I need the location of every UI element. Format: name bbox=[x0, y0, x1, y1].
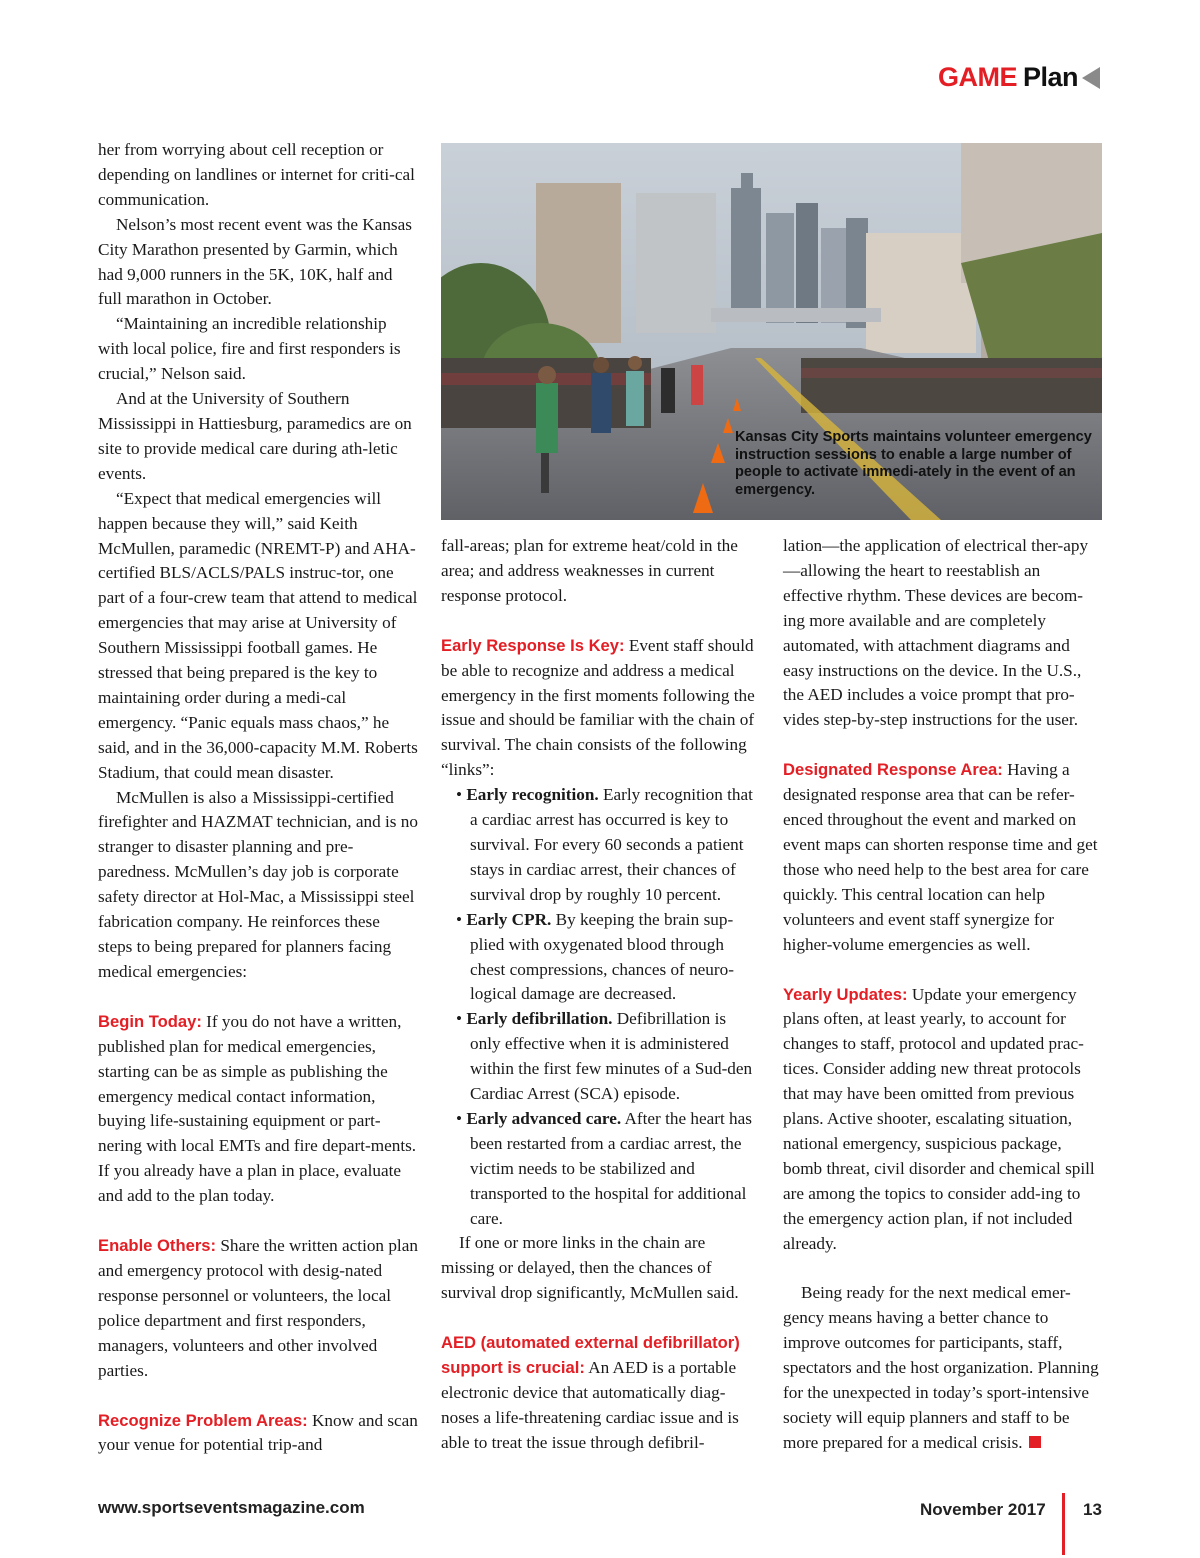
section-title-plan: Plan bbox=[1022, 62, 1078, 92]
aed-section bbox=[441, 1331, 759, 1456]
footer-divider bbox=[1062, 1493, 1065, 1555]
section-text: If you do not have a written, published plan for medical emergencies, starting can be as simple as publishing the emergency medical contact information, buying life-sustaining equipment or part-nering with local EMTs and fire depart-ments. If you already have a plan in place, evaluate and add to the plan today. bbox=[98, 1011, 417, 1206]
bullet-lead: Early CPR. bbox=[466, 909, 552, 929]
section-text: Having a designated response area that can be refer-enced throughout the event and marked on event maps can shorten response time and get those who need help to the best area for care quickly. This central location can help volunteers and event staff synergize for higher-volume emergencies as well. bbox=[783, 760, 1098, 954]
yearly-updates-section bbox=[783, 983, 1101, 1257]
page-number: 13 bbox=[1083, 1500, 1102, 1519]
section-text: Update your emergency plans often, at least yearly, to account for changes to staff, protocol and updated prac-tices. Consider adding new threat protocols that may have been omitted from previous plans. Active shooter, escalating situation, national emergency, suspicious package, bomb threat, civil disorder and chemical spill are among the topics to consider add-ing to the emergency action plan, if not included already. bbox=[783, 984, 1095, 1253]
subhead-begin-today: Begin Today: bbox=[98, 1011, 202, 1031]
subhead-enable-others: Enable Others: bbox=[98, 1236, 217, 1256]
footer-date: November 2017 bbox=[920, 1500, 1046, 1519]
section-text: Share the written action plan and emergency protocol with desig-nated response personnel or volunteers, the local police department and first responders, managers, volunteers and other involved parties. bbox=[98, 1236, 418, 1380]
section-text: Know and scan your venue for potential trip-and bbox=[98, 1410, 418, 1455]
footer-url: www.sportseventsmagazine.com bbox=[98, 1498, 365, 1517]
paragraph: If one or more links in the chain are missing or delayed, then the chances of survival drop significantly, McMullen said. bbox=[441, 1233, 739, 1303]
column-2 bbox=[441, 534, 759, 1456]
column-3 bbox=[783, 534, 1101, 1456]
bullet-lead: Early defibrillation. bbox=[466, 1009, 613, 1029]
column-1 bbox=[98, 138, 418, 1458]
subhead-recognize-problem-areas: Recognize Problem Areas: bbox=[98, 1410, 308, 1430]
subhead-early-response: Early Response Is Key: bbox=[441, 635, 625, 655]
early-response-section bbox=[441, 634, 759, 783]
designated-response-section bbox=[783, 758, 1101, 957]
bullet-text: After the heart has been restarted from a cardiac arrest, the victim needs to be stabilized and transported to the hospital for additional care. bbox=[470, 1108, 752, 1228]
paragraph: “Maintaining an incredible relationship with local police, fire and first responders is crucial,” Nelson said. bbox=[98, 314, 401, 384]
paragraph: Nelson’s most recent event was the Kansas City Marathon presented by Garmin, which had 9,000 runners in the 5K, 10K, half and full marathon in October. bbox=[98, 214, 412, 309]
section-text: An AED is a portable electronic device that automatically diag-noses a life-threatening cardiac issue and is able to treat the issue through defibril- bbox=[441, 1358, 739, 1452]
paragraph: “Expect that medical emergencies will happen because they will,” said Keith McMullen, paramedic (NREMT-P) and AHA-certified BLS/ACLS/PALS instruc-tor, one part of a four-crew team that attend to medical emergencies that may arise at University of Southern Mississippi football games. He stressed that being prepared is the key to maintaining order during a medi-cal emergency. “Panic equals mass chaos,” he said, and in the 36,000-capacity M.M. Roberts Stadium, that could mean disaster. bbox=[98, 488, 418, 782]
section-text: Event staff should be able to recognize and address a medical emergency in the first moments following the issue and should be familiar with the chain of survival. The chain consists of the following “links”: bbox=[441, 635, 755, 780]
paragraph: McMullen is also a Mississippi-certified firefighter and HAZMAT technician, and is no stranger to disaster planning and pre-paredness. McMullen’s day job is corporate safety director at Hol-Mac, a Mississippi steel fabrication company. He reinforces these steps to being prepared for planners facing medical emergencies: bbox=[98, 787, 418, 981]
paragraph: fall-areas; plan for extreme heat/cold in the area; and address weaknesses in current response protocol. bbox=[441, 536, 738, 605]
marathon-photo bbox=[441, 143, 1102, 520]
bullet-text: By keeping the brain sup-plied with oxygenated blood through chest compressions, chances of neuro-logical damage are decreased. bbox=[470, 909, 734, 1004]
paragraph: And at the University of Southern Mississippi in Hattiesburg, paramedics are on site to provide medical care during ath-letic events. bbox=[98, 389, 412, 483]
bullet-text: Defibrillation is only effective when it is administered within the first few minutes of a Sud-den Cardiac Arrest (SCA) episode. bbox=[470, 1009, 753, 1104]
bullet-item: • Early defibrillation. Defibrillation is only effective when it is administered within the first few minutes of a Sud-den Cardiac Arrest (SCA) episode. bbox=[456, 1009, 753, 1104]
closing-text: Being ready for the next medical emer-gency means having a better chance to improve outcomes for participants, staff, spectators and the host organization. Planning for the unexpected in today’s sport-intensive society will equip planners and staff to be more prepared for a medical crisis. bbox=[783, 1283, 1099, 1452]
section-title-game: GAME bbox=[937, 62, 1017, 92]
bullet-item: • Early advanced care. After the heart has been restarted from a cardiac arrest, the victim needs to be stabilized and transported to the hospital for additional care. bbox=[456, 1108, 752, 1228]
bullet-item: • Early CPR. By keeping the brain sup-plied with oxygenated blood through chest compressions, chances of neuro-logical damage are decreased. bbox=[456, 909, 734, 1004]
closing-paragraph bbox=[783, 1281, 1101, 1455]
subhead-aed: AED (automated external defibrillator) support is crucial: bbox=[441, 1333, 740, 1378]
bullet-lead: Early recognition. bbox=[466, 785, 599, 805]
bullet-item: • Early recognition. Early recognition that a cardiac arrest has occurred is key to survival. For every 60 seconds a patient stays in cardiac arrest, their chances of survival drop by roughly 10 percent. bbox=[456, 785, 753, 904]
recognize-section bbox=[98, 1409, 418, 1459]
enable-others-section bbox=[98, 1234, 418, 1383]
end-square-icon bbox=[1029, 1436, 1041, 1448]
subhead-yearly-updates: Yearly Updates: bbox=[783, 984, 908, 1004]
photo-caption: Kansas City Sports maintains volunteer emergency instruction sessions to enable a large number of people to activate immedi-ately in the event of an emergency. bbox=[735, 429, 1092, 498]
section-header bbox=[938, 62, 1100, 93]
begin-today-section bbox=[98, 1010, 418, 1209]
bullet-text: Early recognition that a cardiac arrest has occurred is key to survival. For every 60 seconds a patient stays in cardiac arrest, their chances of survival drop by roughly 10 percent. bbox=[470, 785, 753, 904]
paragraph: lation—the application of electrical ther-apy—allowing the heart to reestablish an effective rhythm. These devices are becom-ing more available and are completely automated, with attachment diagrams and easy instructions on the device. In the U.S., the AED includes a voice prompt that pro-vides step-by-step instructions for the user. bbox=[783, 536, 1089, 730]
subhead-designated-response: Designated Response Area: bbox=[783, 760, 1003, 780]
paragraph: her from worrying about cell reception or depending on landlines or internet for criti-cal communication. bbox=[98, 140, 415, 209]
triangle-icon bbox=[1082, 67, 1100, 89]
bullet-lead: Early advanced care. bbox=[466, 1108, 622, 1128]
